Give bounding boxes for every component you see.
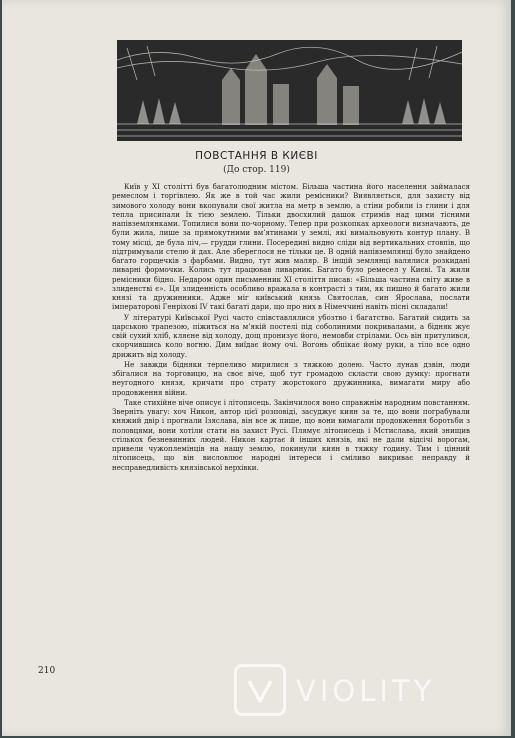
- paragraph: У літературі Київської Русі часто співставлялися убозтво і багатство. Багатий сидить за царською трапезою, піжиться на м’якій постелі під соболиними покривалами, а бідняк жує свій сухий хліб, кляєне від холоду, дощ пронизує його, немовби стрілами. Ось він притулився, скорчившись коло вогню. Дим виїдає йому очі. Вогонь обпікає йому руки, а тіло все одно дрижить від холоду.: [112, 312, 470, 359]
- watermark-text: VIOLITY: [296, 674, 436, 708]
- header-engraving: [117, 40, 462, 141]
- paragraph: Київ у XI столітті був багатолюдним містом. Більша частина його населення займалася ремеслом і торгівлею. Як же в той час жили ремісники? Виявляється, для захисту від зимового холоду вони вкопували свої житла на метр в землю, а стіни робили із глини і для тепла присипали їх тією землею. Тільки двосхилий дашок стримів над цими тісними напівземлянками. Топилися вони по-чорному. Тепер при розкопках археологи визначають, де були жила, лише за прямокутними вм’ятинами у землі, які вимальовують контур плану. В тому місці, де була піч,— грудди глини. Посередині видно сліди від вертикальних стовпів, що підтримували стелю й дах. Але збереглося не тільки це. В одній напівземлянці було знайдено багато горщечків з фарбами. Видно, тут жив маляр. В інщій землянці валялися розкидані ливарні формочки. Колись тут працював ливарник. Багато було ремесел у Києві. Та жили ремісники бідно. Недаром один письменник XI століття писав: «Більша частина світу живе в злиденстві є». Ця злиденність особливо вражала в контрасті з тим, як пишно й багато жили князі та дружинники. Адже міг київський князь Святослав, син Ярослава, послати імператорові Генріхові IV такі багаті дари, що про них в Німеччині навіть пісні складали!: [112, 182, 470, 312]
- page-number: 210: [38, 666, 56, 676]
- chapter-title: ПОВСТАННЯ В КИЄВІ: [195, 150, 318, 162]
- book-page: [2, 0, 511, 736]
- paragraph: Не завжди бідняки терпеливо мирилися з тяжкою долею. Часто лунав дзвін, люди збігалися на торговицю, на своє віче, щоб тут громадою скласти свою думку: прогнати неугодного князя, кричати про страту жорстокого дружинника, вимагати миру або продовження війни.: [112, 359, 470, 397]
- paragraph: Таке стихійне віче описує і літописець. Закінчилося воно справжнім народним повстанням. Зверніть увагу: хоч Никон, автор цієї розповіді, засуджує киян за те, що вони пограбували княжий двір і прогнали Ізяслава, він все ж пише, що вони вимагали продовження боротьби з половцями, вони хотіли стати на захист Русі. Плямує літописець і Мстислава, який знищив стількох безневинних людей. Никон картає й інших князів, які не дали відсічі ворогам, привели чужоплемінців на нашу землю, покинули киян в тяжку годину. Тим і цінний літописець, що він висловлює народні інтереси і сміливо викриває неправду й несправедливість князівської верхівки.: [112, 397, 470, 472]
- violity-logo-icon: [234, 664, 286, 716]
- watermark: [234, 664, 494, 722]
- body-text: [112, 182, 470, 472]
- chapter-subtitle: (До стор. 119): [223, 165, 290, 175]
